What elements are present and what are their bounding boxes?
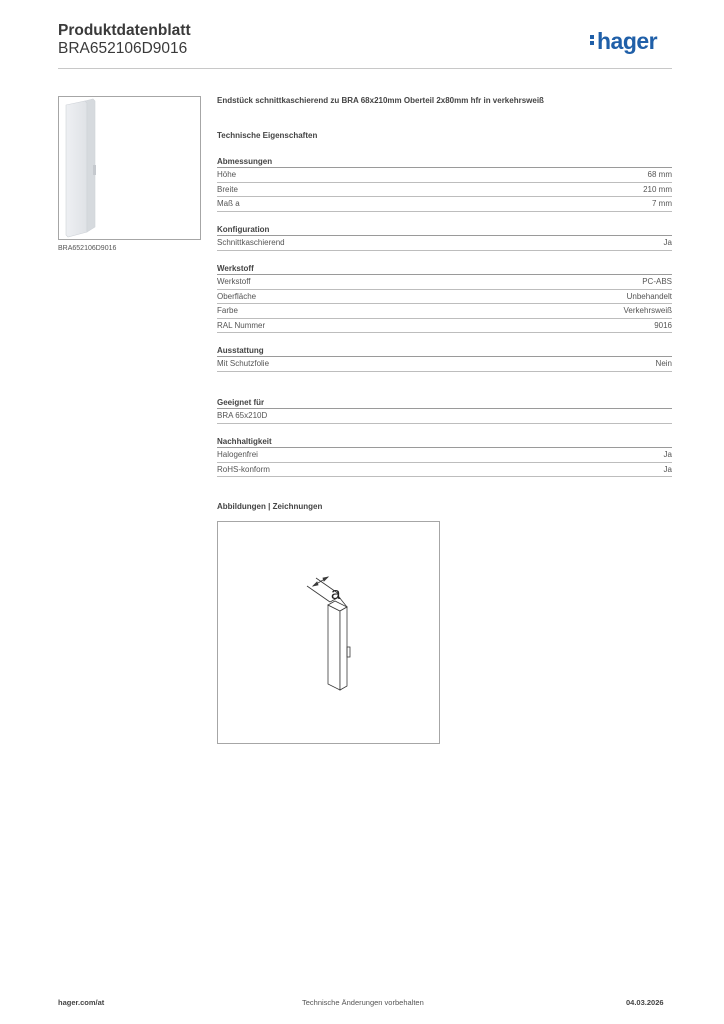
footer-note: Technische Änderungen vorbehalten	[302, 998, 424, 1007]
logo-dots-icon	[590, 33, 595, 47]
table-row: Breite 210 mm	[217, 183, 672, 198]
group-werkstoff	[217, 263, 672, 333]
footer-date: 04.03.2026	[626, 998, 664, 1007]
table-row: RoHS-konform Ja	[217, 463, 672, 478]
technical-drawing	[217, 521, 440, 744]
table-row: RAL Nummer 9016	[217, 319, 672, 334]
table-row: Werkstoff PC-ABS	[217, 275, 672, 290]
product-image	[58, 96, 201, 240]
drawings-title: Abbildungen | Zeichnungen	[217, 502, 323, 511]
table-row: BRA 65x210D	[217, 409, 672, 424]
dimension-drawing	[218, 522, 441, 745]
group-title: Nachhaltigkeit	[217, 436, 672, 448]
group-abmessungen	[217, 156, 672, 212]
footer-website-link[interactable]: hager.com/at	[58, 998, 105, 1007]
group-title: Ausstattung	[217, 345, 672, 357]
table-row: Oberfläche Unbehandelt	[217, 290, 672, 305]
group-title: Abmessungen	[217, 156, 672, 168]
group-konfiguration	[217, 224, 672, 251]
table-row: Mit Schutzfolie Nein	[217, 357, 672, 372]
group-geeignet	[217, 397, 672, 424]
hager-logo[interactable]	[590, 28, 657, 55]
table-row: Maß a 7 mm	[217, 197, 672, 212]
group-title: Konfiguration	[217, 224, 672, 236]
logo-text: hager	[597, 28, 658, 54]
table-row: Schnittkaschierend Ja	[217, 236, 672, 251]
table-row: Farbe Verkehrsweiß	[217, 304, 672, 319]
page-title: Produktdatenblatt	[58, 22, 191, 39]
technical-properties-title: Technische Eigenschaften	[217, 131, 318, 140]
dimension-label: a	[331, 584, 341, 603]
table-row: Höhe 68 mm	[217, 168, 672, 183]
table-row: Halogenfrei Ja	[217, 448, 672, 463]
group-ausstattung	[217, 345, 672, 372]
group-nachhaltigkeit	[217, 436, 672, 477]
product-description: Endstück schnittkaschierend zu BRA 68x210mm Oberteil 2x80mm hfr in verkehrsweiß	[217, 96, 544, 105]
group-title: Geeignet für	[217, 397, 672, 409]
group-title: Werkstoff	[217, 263, 672, 275]
product-endcap-illustration	[59, 97, 202, 241]
article-number: BRA652106D9016	[58, 40, 188, 57]
header-divider	[58, 68, 672, 69]
image-caption: BRA652106D9016	[58, 245, 117, 252]
